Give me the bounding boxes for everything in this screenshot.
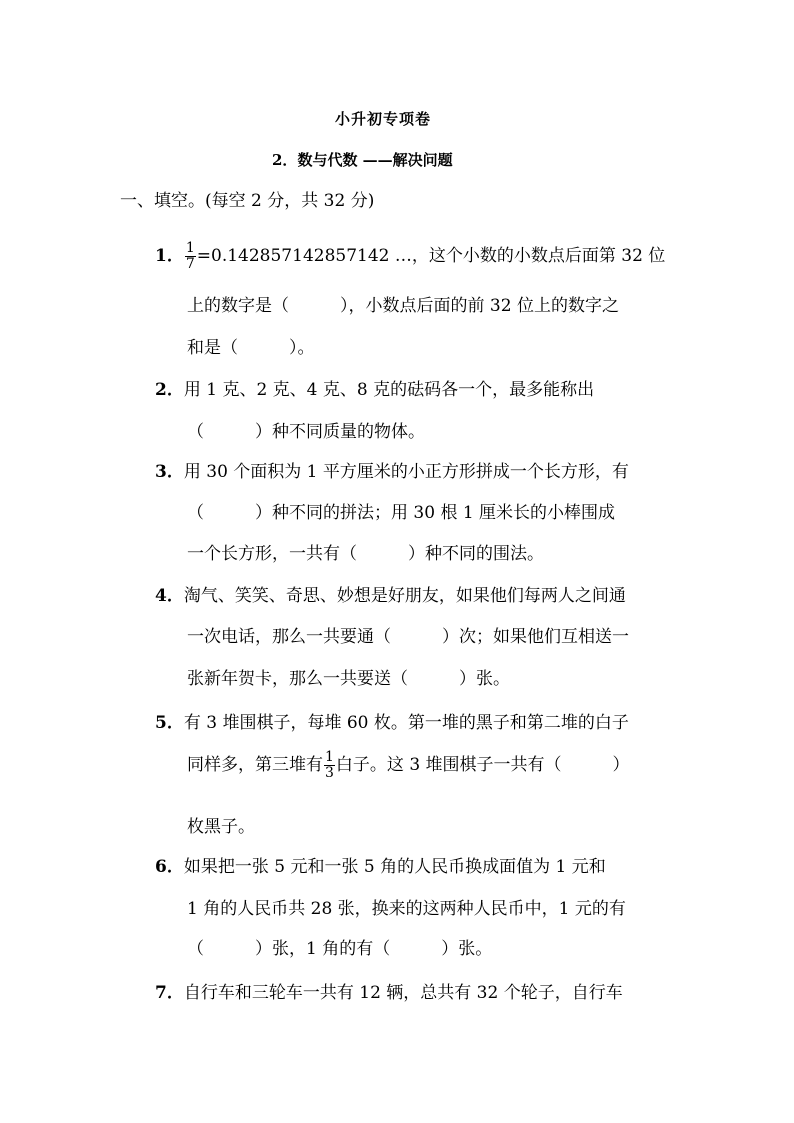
question-1-line-3: 和是（ ）。 <box>187 338 315 358</box>
question-7-text: 自行车和三轮车一共有 12 辆，总共有 32 个轮子，自行车 <box>183 983 623 1003</box>
fraction-denominator: 3 <box>325 765 334 781</box>
question-5-line-2 <box>187 750 630 781</box>
question-3-line-1 <box>155 461 629 483</box>
question-2-line-2: （ ）种不同质量的物体。 <box>187 422 425 442</box>
page-subtitle <box>272 149 453 170</box>
question-6-line-2: 1 角的人民币共 28 张，换来的这两种人民币中，1 元的有 <box>187 899 626 919</box>
question-5-line-3: 枚黑子。 <box>187 817 255 837</box>
question-2-text: 用 1 克、2 克、4 克、8 克的砝码各一个，最多能称出 <box>183 380 595 400</box>
question-5-number: 5． <box>155 713 184 733</box>
question-3-text: 用 30 个面积为 1 平方厘米的小正方形拼成一个长方形，有 <box>183 462 629 482</box>
fraction-one-third <box>324 750 335 781</box>
question-4-line-1 <box>155 585 626 607</box>
question-4-text: 淘气、笑笑、奇思、妙想是好朋友，如果他们每两人之间通 <box>183 586 626 606</box>
question-7-line-1 <box>155 982 623 1004</box>
question-1-number: 1． <box>155 246 184 266</box>
question-4-line-2: 一次电话，那么一共要通（ ）次；如果他们互相送一 <box>187 627 629 647</box>
page-title: 小升初专项卷 <box>335 110 432 128</box>
question-1-line-2: 上的数字是（ ），小数点后面的前 32 位上的数字之 <box>187 296 619 316</box>
section-heading: 一、填空。(每空 2 分，共 32 分) <box>120 191 375 211</box>
subtitle-number: 2． <box>272 151 298 169</box>
question-4-line-3: 张新年贺卡，那么一共要送（ ）张。 <box>187 669 510 689</box>
fraction-denominator: 7 <box>185 256 195 272</box>
question-2-number: 2． <box>155 380 184 400</box>
subtitle-text: 数与代数 ——解决问题 <box>297 151 453 169</box>
question-6-line-1 <box>155 856 606 878</box>
question-3-line-3: 一个长方形，一共有（ ）种不同的围法。 <box>187 544 544 564</box>
question-3-line-2: （ ）种不同的拼法；用 30 根 1 厘米长的小棒围成 <box>187 503 616 523</box>
question-6-number: 6． <box>155 857 184 877</box>
question-6-text: 如果把一张 5 元和一张 5 角的人民币换成面值为 1 元和 <box>183 857 606 877</box>
question-5-text: 有 3 堆围棋子，每堆 60 枚。第一堆的黑子和第二堆的白子 <box>183 713 629 733</box>
question-7-number: 7． <box>155 983 184 1003</box>
question-5-text-pre: 同样多，第三堆有 <box>187 755 323 775</box>
question-4-number: 4． <box>155 586 184 606</box>
question-3-number: 3． <box>155 462 184 482</box>
fraction-numerator: 1 <box>185 240 195 256</box>
question-1-text: =0.142857142857142 …，这个小数的小数点后面第 32 位 <box>196 246 666 266</box>
question-5-line-1 <box>155 712 629 734</box>
fraction-numerator: 1 <box>325 749 334 765</box>
question-1-line-1 <box>155 241 665 272</box>
question-2-line-1 <box>155 379 594 401</box>
question-5-text-post: 白子。这 3 堆围棋子一共有（ ） <box>335 755 630 775</box>
fraction-one-seventh <box>185 241 196 272</box>
question-6-line-3: （ ）张，1 角的有（ ）张。 <box>187 939 493 959</box>
